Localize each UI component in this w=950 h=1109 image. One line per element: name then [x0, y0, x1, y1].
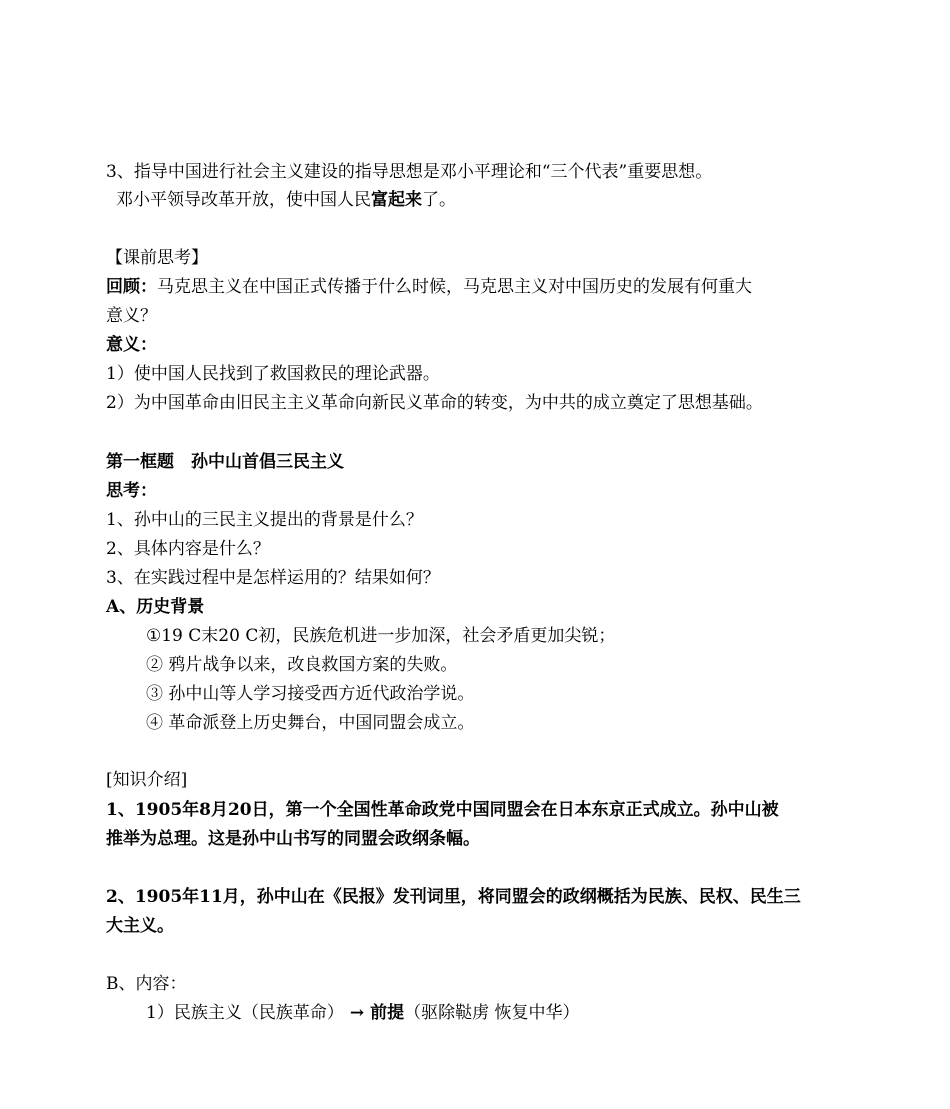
meaning-label: 意义： — [106, 335, 157, 355]
knowledge-paragraph-2: 2、1905年11月，孙中山在《民报》发刊词里，将同盟会的政纲概括为民族、民权、民生三 — [106, 887, 801, 907]
background-item: ①19 C末20 C初，民族危机进一步加深，社会矛盾更加尖锐； — [146, 626, 616, 646]
question-item: 3、在实践过程中是怎样运用的？结果如何？ — [106, 568, 440, 588]
background-item: ④ 革命派登上历史舞台，中国同盟会成立。 — [146, 713, 475, 733]
think-label: 思考： — [106, 481, 157, 501]
background-item: ② 鸦片战争以来，改良救国方案的失败。 — [146, 655, 458, 675]
meaning-item: 2）为中国革命由旧民主主义革命向新民义革命的转变，为中共的成立奠定了思想基础。 — [106, 393, 763, 413]
deng-reform-emphasis: 富起来 — [371, 190, 422, 210]
content-heading: B、内容： — [106, 974, 187, 994]
review-label: 回顾： — [106, 277, 157, 297]
content-item — [146, 999, 850, 1028]
right-arrow-icon: → — [349, 1003, 365, 1023]
knowledge-paragraph-2-cont: 大主义。 — [106, 916, 174, 936]
content-item-detail: （驱除鞑虏 恢复中华） — [404, 1003, 580, 1023]
review-question: 马克思主义在中国正式传播于什么时候，马克思主义对中国历史的发展有何重大 — [157, 277, 752, 297]
question-item: 1、孙中山的三民主义提出的背景是什么？ — [106, 510, 423, 530]
content-item-text: 1）民族主义（民族革命） — [146, 1003, 344, 1023]
background-item: ③ 孙中山等人学习接受西方近代政治学说。 — [146, 684, 475, 704]
section-title: 第一框题 孙中山首倡三民主义 — [106, 452, 344, 472]
pre-class-heading: 【课前思考】 — [106, 248, 208, 268]
guiding-thought-line: 3、指导中国进行社会主义建设的指导思想是邓小平理论和“三个代表”重要思想。 — [106, 162, 713, 182]
knowledge-paragraph-1-cont: 推举为总理。这是孙中山书写的同盟会政纲条幅。 — [106, 829, 480, 849]
review-question-continued: 意义？ — [106, 306, 157, 326]
deng-reform-line — [116, 186, 850, 215]
meaning-item: 1）使中国人民找到了救国救民的理论武器。 — [106, 364, 440, 384]
knowledge-heading: [知识介绍] — [106, 770, 188, 790]
question-item: 2、具体内容是什么？ — [106, 539, 270, 559]
knowledge-paragraph-1: 1、1905年8月20日，第一个全国性革命政党中国同盟会在日本东京正式成立。孙中山被 — [106, 800, 779, 820]
deng-reform-text-end: 了。 — [422, 190, 456, 210]
background-heading: A、历史背景 — [106, 597, 205, 617]
content-item-key: 前提 — [370, 1003, 405, 1023]
review-line — [106, 273, 850, 302]
deng-reform-text: 邓小平领导改革开放，使中国人民 — [116, 190, 371, 210]
